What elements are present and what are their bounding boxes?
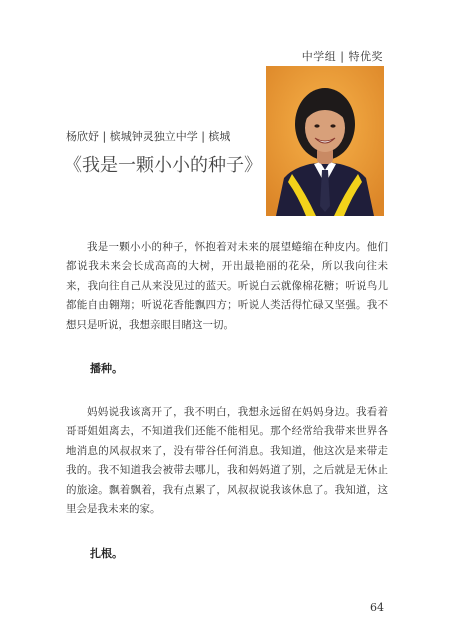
paragraph-text: 妈妈说我该离开了，我不明白，我想永远留在妈妈身边。我看着哥哥姐姐离去，不知道我们还能不能相见。那个经常给我带来世界各地消息的风叔叔来了，没有带谷任何消息。我知道，他这次是来带走我的。我不知道我会被带去哪儿，我和妈妈道了别，之后就是无休止的旅途。飘着飘着，我有点累了，风叔叔说我该休息了。我知道，这里会是我未来的家。 [66, 406, 388, 516]
section-heading: 扎根。 [90, 547, 123, 560]
author-portrait-photo [266, 66, 384, 216]
article-title: 《我是一颗小小的种子》 [64, 155, 262, 176]
section-heading: 播种。 [90, 362, 123, 375]
paragraph-text: 我是一颗小小的种子，怀抱着对未来的展望蜷缩在种皮内。他们都说我未来会长成高高的大树，开出最艳丽的花朵，所以我向往未来，我向往自己从来没见过的蓝天。听说白云就像棉花糖；听说鸟儿都能自由翱翔；听说花香能飘四方；听说人类活得忙碌又坚强。我不想只是听说，我想亲眼目睹这一切。 [66, 241, 388, 331]
article-paragraph [66, 403, 388, 519]
award-category: 中学组 | 特优奖 [301, 50, 383, 63]
author-byline: 杨欣妤 | 槟城钟灵独立中学 | 槟城 [66, 130, 231, 143]
article-paragraph [66, 238, 388, 335]
page-number: 64 [370, 601, 384, 614]
